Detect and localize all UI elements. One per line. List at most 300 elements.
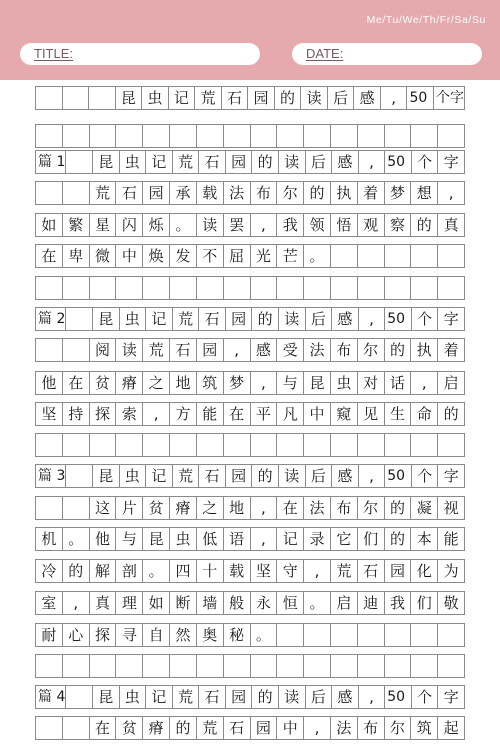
- grid-cell: 昆: [116, 87, 143, 109]
- grid-cell: 的: [170, 717, 197, 739]
- weekday-selector[interactable]: Me/Tu/We/Th/Fr/Sa/Su: [366, 14, 486, 26]
- grid-cell: 生: [385, 403, 412, 425]
- grid-cell: [411, 277, 438, 299]
- grid-cell: [358, 125, 385, 147]
- grid-row: [35, 276, 465, 300]
- grid-cell: 墙: [197, 592, 224, 614]
- grid-row: [35, 338, 465, 362]
- grid-cell: 它: [331, 528, 358, 550]
- grid-cell: 荒: [197, 717, 224, 739]
- grid-cell: [358, 277, 385, 299]
- grid-cell: 见: [358, 403, 385, 425]
- grid-cell: 个: [412, 686, 439, 708]
- grid-cell: 观: [358, 214, 385, 236]
- grid-cell: 命: [411, 403, 438, 425]
- grid-cell: 记: [277, 528, 304, 550]
- grid-cell: 的: [252, 151, 279, 173]
- grid-cell: [63, 717, 90, 739]
- grid-cell: 昆: [93, 686, 120, 708]
- grid-cell: 我: [385, 592, 412, 614]
- grid-cell: [411, 624, 438, 646]
- grid-cell: [89, 87, 116, 109]
- grid-cell: 石: [199, 465, 226, 487]
- grid-cell: 记: [169, 87, 196, 109]
- grid-cell: [438, 655, 465, 677]
- grid-cell: 的: [304, 182, 331, 204]
- grid-cell: [224, 125, 251, 147]
- grid-cell: 石: [199, 151, 226, 173]
- grid-cell: [411, 245, 438, 267]
- grid-cell: 录: [304, 528, 331, 550]
- grid-cell: 与: [116, 528, 143, 550]
- grid-cell: 承: [170, 182, 197, 204]
- grid-cell: 领: [304, 214, 331, 236]
- grid-cell: 记: [146, 686, 173, 708]
- grid-cell: 后: [328, 87, 355, 109]
- grid-cell: 昆: [93, 151, 120, 173]
- grid-cell: 园: [197, 339, 224, 361]
- grid-cell: [331, 125, 358, 147]
- grid-row: [35, 685, 465, 709]
- grid-row: [35, 244, 465, 268]
- grid-cell: 荒: [195, 87, 222, 109]
- grid-cell: 法: [304, 339, 331, 361]
- grid-row: [35, 496, 465, 520]
- grid-cell: [304, 125, 331, 147]
- grid-cell: [197, 125, 224, 147]
- grid-cell: [143, 277, 170, 299]
- grid-cell: 法: [224, 182, 251, 204]
- grid-cell: 昆: [93, 308, 120, 330]
- grid-cell: ,: [304, 717, 331, 739]
- date-field[interactable]: [292, 43, 482, 65]
- grid-cell: 守: [277, 560, 304, 582]
- grid-cell: 瘠: [143, 717, 170, 739]
- grid-cell: 繁: [63, 214, 90, 236]
- grid-cell: 在: [90, 717, 117, 739]
- grid-cell: 般: [224, 592, 251, 614]
- grid-cell: 感: [251, 339, 278, 361]
- grid-cell: [251, 125, 278, 147]
- grid-cell: 字: [438, 686, 465, 708]
- grid-cell: [224, 655, 251, 677]
- grid-cell: 尔: [358, 497, 385, 519]
- grid-cell: 贫: [116, 717, 143, 739]
- grid-cell: 读: [279, 308, 306, 330]
- grid-cell: 筑: [197, 372, 224, 394]
- grid-cell: [277, 655, 304, 677]
- grid-cell: ,: [359, 308, 386, 330]
- grid-cell: 的: [63, 560, 90, 582]
- grid-cell: 断: [170, 592, 197, 614]
- grid-cell: 阅: [90, 339, 117, 361]
- grid-cell: 布: [331, 497, 358, 519]
- grid-cell: 探: [90, 624, 117, 646]
- grid-cell: ,: [143, 403, 170, 425]
- grid-cell: 读: [116, 339, 143, 361]
- grid-cell: [36, 655, 63, 677]
- grid-cell: [197, 434, 224, 456]
- grid-cell: 梦: [224, 372, 251, 394]
- grid-cell: [36, 87, 63, 109]
- grid-cell: 这: [90, 497, 117, 519]
- grid-cell: [143, 434, 170, 456]
- grid-cell: 虫: [120, 465, 147, 487]
- grid-cell: 执: [331, 182, 358, 204]
- grid-cell: 尔: [277, 182, 304, 204]
- grid-cell: 个字: [434, 87, 465, 109]
- grid-cell: [90, 655, 117, 677]
- grid-cell: [66, 308, 93, 330]
- grid-cell: [438, 245, 465, 267]
- grid-cell: 为: [438, 560, 465, 582]
- grid-cell: 石: [224, 717, 251, 739]
- grid-cell: 话: [385, 372, 412, 394]
- grid-cell: [63, 655, 90, 677]
- grid-cell: 记: [146, 151, 173, 173]
- grid-cell: 持: [63, 403, 90, 425]
- grid-cell: 石: [199, 308, 226, 330]
- grid-cell: [438, 624, 465, 646]
- grid-cell: 园: [226, 151, 253, 173]
- grid-cell: 中: [116, 245, 143, 267]
- grid-cell: [411, 125, 438, 147]
- grid-cell: 读: [279, 151, 306, 173]
- grid-cell: 布: [251, 182, 278, 204]
- grid-cell: [385, 624, 412, 646]
- grid-row: [35, 591, 465, 615]
- grid-cell: 50: [385, 151, 412, 173]
- grid-cell: [304, 624, 331, 646]
- grid-cell: 真: [438, 214, 465, 236]
- grid-cell: 昆: [93, 465, 120, 487]
- grid-cell: [277, 125, 304, 147]
- grid-cell: [63, 125, 90, 147]
- grid-cell: 荒: [143, 339, 170, 361]
- grid-cell: 想: [411, 182, 438, 204]
- grid-cell: 中: [277, 717, 304, 739]
- grid-cell: 50: [385, 308, 412, 330]
- grid-cell: [251, 277, 278, 299]
- grid-cell: 后: [306, 465, 333, 487]
- grid-cell: 平: [251, 403, 278, 425]
- grid-cell: [197, 277, 224, 299]
- grid-cell: 寻: [116, 624, 143, 646]
- title-label: TITLE:: [34, 46, 74, 61]
- grid-cell: 园: [143, 182, 170, 204]
- grid-cell: 字: [438, 151, 465, 173]
- grid-cell: [331, 434, 358, 456]
- grid-cell: 的: [252, 308, 279, 330]
- grid-cell: 机: [36, 528, 63, 550]
- planner-header: [0, 0, 500, 80]
- grid-cell: 的: [385, 528, 412, 550]
- grid-cell: 记: [146, 465, 173, 487]
- grid-cell: [63, 497, 90, 519]
- grid-cell: 们: [358, 528, 385, 550]
- grid-cell: [385, 277, 412, 299]
- grid-row: [35, 371, 465, 395]
- grid-cell: 篇 3: [36, 465, 66, 487]
- grid-cell: [385, 245, 412, 267]
- grid-cell: [143, 655, 170, 677]
- grid-cell: [251, 434, 278, 456]
- grid-cell: 记: [146, 308, 173, 330]
- grid-cell: 园: [226, 465, 253, 487]
- grid-cell: 虫: [170, 528, 197, 550]
- grid-cell: ,: [251, 528, 278, 550]
- grid-cell: 恒: [277, 592, 304, 614]
- grid-cell: 的: [252, 686, 279, 708]
- grid-cell: [90, 434, 117, 456]
- grid-cell: 。: [251, 624, 278, 646]
- grid-cell: 能: [197, 403, 224, 425]
- grid-cell: [331, 624, 358, 646]
- grid-cell: 。: [170, 214, 197, 236]
- grid-row: [35, 654, 465, 678]
- grid-cell: [331, 655, 358, 677]
- grid-cell: 布: [331, 339, 358, 361]
- grid-cell: 能: [438, 528, 465, 550]
- grid-cell: 篇 2: [36, 308, 66, 330]
- grid-cell: 载: [224, 560, 251, 582]
- grid-cell: 读: [197, 214, 224, 236]
- grid-cell: 在: [224, 403, 251, 425]
- grid-cell: [143, 125, 170, 147]
- grid-row: [35, 433, 465, 457]
- grid-cell: [170, 125, 197, 147]
- grid-cell: 凡: [277, 403, 304, 425]
- date-label: DATE:: [306, 46, 344, 61]
- grid-cell: 语: [224, 528, 251, 550]
- grid-cell: 窥: [331, 403, 358, 425]
- grid-cell: 秘: [224, 624, 251, 646]
- grid-cell: 执: [411, 339, 438, 361]
- grid-cell: 虫: [120, 151, 147, 173]
- grid-cell: 着: [438, 339, 465, 361]
- grid-cell: 荒: [173, 686, 200, 708]
- grid-cell: 光: [251, 245, 278, 267]
- grid-cell: 与: [277, 372, 304, 394]
- grid-cell: 石: [199, 686, 226, 708]
- grid-cell: 之: [143, 372, 170, 394]
- grid-cell: 在: [36, 245, 63, 267]
- grid-cell: 理: [116, 592, 143, 614]
- grid-row: [35, 124, 465, 148]
- grid-cell: 荒: [173, 465, 200, 487]
- grid-cell: 地: [224, 497, 251, 519]
- grid-cell: 法: [331, 717, 358, 739]
- grid-cell: [116, 277, 143, 299]
- grid-cell: 受: [277, 339, 304, 361]
- grid-cell: 的: [275, 87, 302, 109]
- grid-cell: [411, 655, 438, 677]
- grid-cell: ,: [224, 339, 251, 361]
- grid-cell: 的: [438, 403, 465, 425]
- grid-cell: 贫: [143, 497, 170, 519]
- grid-cell: 虫: [331, 372, 358, 394]
- grid-cell: [438, 434, 465, 456]
- grid-row: [35, 527, 465, 551]
- grid-cell: 剖: [116, 560, 143, 582]
- grid-cell: 荒: [331, 560, 358, 582]
- grid-cell: [277, 624, 304, 646]
- grid-cell: 园: [251, 717, 278, 739]
- grid-cell: [36, 339, 63, 361]
- grid-cell: 后: [306, 686, 333, 708]
- grid-cell: [90, 125, 117, 147]
- grid-cell: [331, 245, 358, 267]
- grid-cell: 感: [332, 465, 359, 487]
- grid-cell: 地: [170, 372, 197, 394]
- grid-cell: 尔: [385, 717, 412, 739]
- grid-cell: 个: [412, 308, 439, 330]
- grid-cell: ,: [411, 372, 438, 394]
- grid-cell: 真: [90, 592, 117, 614]
- grid-cell: 虫: [142, 87, 169, 109]
- grid-cell: [251, 655, 278, 677]
- grid-cell: ,: [359, 151, 386, 173]
- grid-row: [35, 464, 465, 488]
- grid-cell: [66, 465, 93, 487]
- grid-cell: 瘠: [170, 497, 197, 519]
- grid-cell: 的: [252, 465, 279, 487]
- grid-cell: 着: [358, 182, 385, 204]
- grid-cell: 荒: [173, 151, 200, 173]
- grid-cell: 方: [170, 403, 197, 425]
- grid-cell: [170, 655, 197, 677]
- grid-cell: ,: [304, 560, 331, 582]
- grid-cell: ,: [359, 465, 386, 487]
- grid-cell: 瘠: [116, 372, 143, 394]
- grid-cell: 在: [277, 497, 304, 519]
- grid-cell: ,: [251, 497, 278, 519]
- grid-cell: 布: [358, 717, 385, 739]
- grid-cell: [66, 151, 93, 173]
- grid-cell: 奥: [197, 624, 224, 646]
- grid-cell: 石: [170, 339, 197, 361]
- grid-cell: [197, 655, 224, 677]
- grid-row: [35, 559, 465, 583]
- grid-cell: [385, 434, 412, 456]
- grid-cell: ,: [381, 87, 408, 109]
- grid-cell: [63, 434, 90, 456]
- grid-cell: 篇 1: [36, 151, 66, 173]
- grid-cell: 。: [304, 245, 331, 267]
- grid-cell: 篇 4: [36, 686, 66, 708]
- grid-row: [35, 150, 465, 174]
- grid-cell: 读: [279, 465, 306, 487]
- grid-cell: 园: [226, 308, 253, 330]
- grid-cell: 50: [407, 87, 434, 109]
- grid-cell: 他: [90, 528, 117, 550]
- grid-cell: [66, 686, 93, 708]
- grid-cell: 们: [411, 592, 438, 614]
- grid-cell: 后: [306, 151, 333, 173]
- grid-cell: 昆: [143, 528, 170, 550]
- grid-cell: [63, 339, 90, 361]
- grid-cell: 感: [354, 87, 381, 109]
- grid-row: [35, 402, 465, 426]
- grid-cell: 化: [411, 560, 438, 582]
- grid-cell: 坚: [251, 560, 278, 582]
- grid-cell: 。: [304, 592, 331, 614]
- grid-cell: ,: [63, 592, 90, 614]
- grid-cell: [36, 277, 63, 299]
- grid-cell: 虫: [120, 308, 147, 330]
- grid-cell: [438, 277, 465, 299]
- grid-cell: [331, 277, 358, 299]
- grid-cell: [358, 245, 385, 267]
- grid-cell: [358, 624, 385, 646]
- grid-cell: 室: [36, 592, 63, 614]
- grid-cell: 法: [304, 497, 331, 519]
- grid-cell: 园: [248, 87, 275, 109]
- grid-cell: 低: [197, 528, 224, 550]
- composition-grid-sheet: [35, 86, 465, 750]
- grid-row: [35, 307, 465, 331]
- grid-cell: [63, 87, 90, 109]
- grid-cell: ,: [438, 182, 465, 204]
- grid-cell: [358, 655, 385, 677]
- grid-cell: 中: [304, 403, 331, 425]
- grid-cell: 如: [36, 214, 63, 236]
- grid-cell: [358, 434, 385, 456]
- grid-cell: 昆: [304, 372, 331, 394]
- grid-cell: 筑: [411, 717, 438, 739]
- grid-cell: ,: [251, 372, 278, 394]
- grid-cell: 察: [385, 214, 412, 236]
- grid-cell: 尔: [358, 339, 385, 361]
- grid-cell: 感: [332, 151, 359, 173]
- grid-cell: 视: [438, 497, 465, 519]
- grid-cell: [304, 655, 331, 677]
- grid-cell: [304, 434, 331, 456]
- grid-cell: [116, 434, 143, 456]
- grid-cell: [36, 182, 63, 204]
- grid-row: [35, 181, 465, 205]
- grid-cell: 字: [438, 465, 465, 487]
- grid-cell: 的: [385, 339, 412, 361]
- grid-cell: 我: [277, 214, 304, 236]
- grid-cell: 的: [411, 214, 438, 236]
- grid-cell: [385, 655, 412, 677]
- grid-cell: 解: [90, 560, 117, 582]
- title-field[interactable]: [20, 43, 260, 65]
- grid-cell: 启: [331, 592, 358, 614]
- grid-cell: 感: [332, 308, 359, 330]
- grid-cell: [385, 125, 412, 147]
- grid-cell: 自: [143, 624, 170, 646]
- grid-cell: 的: [385, 497, 412, 519]
- grid-cell: 对: [358, 372, 385, 394]
- grid-cell: [36, 434, 63, 456]
- grid-cell: [170, 434, 197, 456]
- grid-cell: [438, 125, 465, 147]
- grid-cell: 卑: [63, 245, 90, 267]
- grid-cell: 贫: [90, 372, 117, 394]
- grid-cell: 十: [197, 560, 224, 582]
- grid-cell: [63, 182, 90, 204]
- grid-cell: [224, 277, 251, 299]
- grid-cell: 荒: [90, 182, 117, 204]
- grid-row: [35, 716, 465, 740]
- grid-cell: 50: [385, 465, 412, 487]
- grid-cell: 悟: [331, 214, 358, 236]
- grid-cell: [277, 434, 304, 456]
- grid-cell: 片: [116, 497, 143, 519]
- grid-cell: 。: [63, 528, 90, 550]
